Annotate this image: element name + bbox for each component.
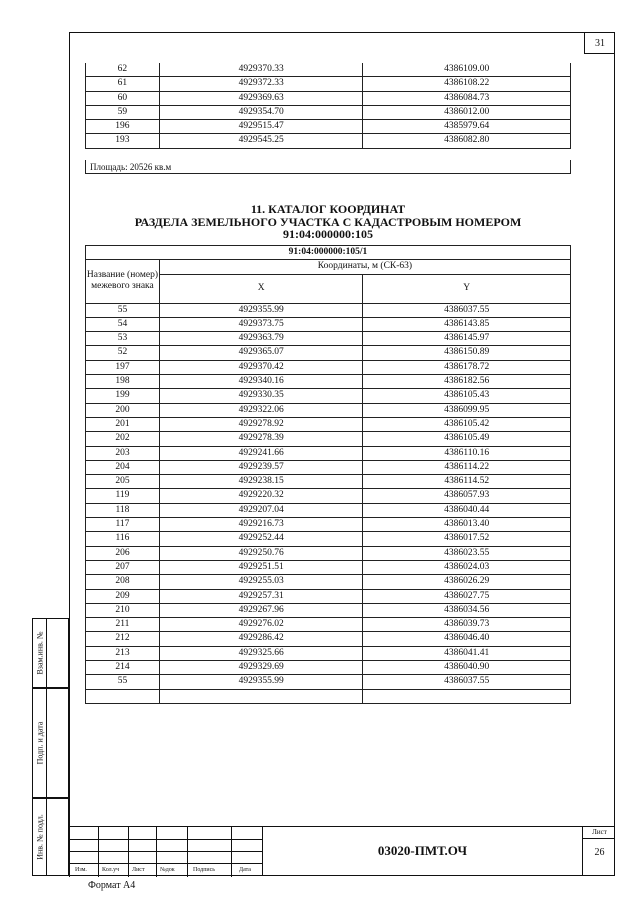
- table-row: [86, 446, 571, 460]
- side-stamp-vzam: [32, 618, 69, 688]
- table-row-empty: [86, 689, 571, 703]
- cell-x: 4929276.02: [159, 618, 363, 632]
- cell-x: 4929257.31: [159, 589, 363, 603]
- table-row: [86, 589, 571, 603]
- table-row: [86, 134, 571, 148]
- cell-y: 4386114.52: [363, 475, 571, 489]
- table-row: [86, 432, 571, 446]
- cell-x: 4929220.32: [159, 489, 363, 503]
- cell-y: 4386150.89: [363, 346, 571, 360]
- cell-y: 4386057.93: [363, 489, 571, 503]
- cell-name: 55: [86, 303, 160, 317]
- table-row: [86, 661, 571, 675]
- cell-y: 4386012.00: [363, 105, 571, 119]
- cell-x: 4929372.33: [159, 77, 363, 91]
- format-label: Формат А4: [88, 880, 136, 891]
- cell-x: 4929241.66: [159, 446, 363, 460]
- cell-name: 206: [86, 546, 160, 560]
- cell-name: 197: [86, 360, 160, 374]
- cell-y: 4386182.56: [363, 375, 571, 389]
- side-label-inv: Инв. № подл.: [35, 814, 44, 860]
- cell-name: 60: [86, 91, 160, 105]
- table-row: [86, 77, 571, 91]
- table-row: [86, 389, 571, 403]
- cell-y: 4386013.40: [363, 518, 571, 532]
- cell-name: 208: [86, 575, 160, 589]
- heading-line-3: 91:04:000000:105: [283, 227, 373, 241]
- title-col-data: Дата: [239, 867, 251, 873]
- cell-name: 61: [86, 77, 160, 91]
- table-row: [86, 546, 571, 560]
- title-col-podpis: Подпись: [193, 867, 216, 873]
- table-row: [86, 460, 571, 474]
- table-row: [86, 332, 571, 346]
- cell-name: 53: [86, 332, 160, 346]
- coordinates-table: [85, 245, 571, 704]
- cell-y: 4386105.43: [363, 389, 571, 403]
- cell-name: 211: [86, 618, 160, 632]
- side-stamp-inv: [32, 798, 69, 876]
- cell-name: 212: [86, 632, 160, 646]
- cell-name: 193: [86, 134, 160, 148]
- cell-y: 4386099.95: [363, 403, 571, 417]
- title-col-izm: Изм.: [75, 867, 87, 873]
- cell-y: 4386110.16: [363, 446, 571, 460]
- cell-x: 4929363.79: [159, 332, 363, 346]
- title-col-koluch: Кол.уч: [102, 867, 120, 873]
- cell-name: 200: [86, 403, 160, 417]
- cell-y: 4386034.56: [363, 603, 571, 617]
- coordinates-table-continued: [85, 63, 571, 149]
- table-row: [86, 518, 571, 532]
- cell-x: 4929370.33: [159, 63, 363, 77]
- cell-y: 4386084.73: [363, 91, 571, 105]
- cell-x: 4929207.04: [159, 503, 363, 517]
- cell-name: 201: [86, 417, 160, 431]
- table-row: [86, 603, 571, 617]
- cell-name: 55: [86, 675, 160, 689]
- cell-name: 210: [86, 603, 160, 617]
- cell-x: 4929278.39: [159, 432, 363, 446]
- table-caption: 91:04:000000:105/1: [86, 246, 571, 260]
- table-row: [86, 475, 571, 489]
- cell-x: 4929340.16: [159, 375, 363, 389]
- table-row: [86, 105, 571, 119]
- cell-name: 214: [86, 661, 160, 675]
- cell-x: 4929278.92: [159, 417, 363, 431]
- table-row: [86, 303, 571, 317]
- table-row: [86, 120, 571, 134]
- cell-x: 4929286.42: [159, 632, 363, 646]
- table-row: [86, 618, 571, 632]
- cell-x: 4929330.35: [159, 389, 363, 403]
- cell-name: 203: [86, 446, 160, 460]
- cell-name: 117: [86, 518, 160, 532]
- cell-name: 118: [86, 503, 160, 517]
- document-designation: 03020-ПМТ.ОЧ: [262, 827, 583, 875]
- table-row: [86, 503, 571, 517]
- cell-y: 4386026.29: [363, 575, 571, 589]
- cell-y: 4386178.72: [363, 360, 571, 374]
- table-row: [86, 91, 571, 105]
- heading-line-2: РАЗДЕЛА ЗЕМЕЛЬНОГО УЧАСТКА С КАДАСТРОВЫМ НОМЕРОМ: [134, 214, 522, 229]
- table-row: [86, 63, 571, 77]
- cell-name: 202: [86, 432, 160, 446]
- section-heading: [85, 203, 571, 241]
- cell-name: 207: [86, 560, 160, 574]
- cell-x: 4929355.99: [159, 303, 363, 317]
- cell-y: 4386114.22: [363, 460, 571, 474]
- side-label-vzam: Взам.инв. №: [35, 631, 44, 675]
- cell-x: 4929329.69: [159, 661, 363, 675]
- table-row: [86, 532, 571, 546]
- side-label-podp: Подп. и дата: [35, 721, 44, 765]
- cell-name: 59: [86, 105, 160, 119]
- cell-x: 4929239.57: [159, 460, 363, 474]
- cell-y: 4386082.80: [363, 134, 571, 148]
- side-stamp-podp: [32, 688, 69, 798]
- cell-x: 4929267.96: [159, 603, 363, 617]
- table-row: [86, 403, 571, 417]
- cell-y: 4386040.90: [363, 661, 571, 675]
- cell-y: 4386023.55: [363, 546, 571, 560]
- table-row: [86, 646, 571, 660]
- heading-line-1: 11. КАТАЛОГ КООРДИНАТ: [250, 202, 406, 216]
- cell-x: 4929322.06: [159, 403, 363, 417]
- cell-x: 4929216.73: [159, 518, 363, 532]
- cell-x: 4929250.76: [159, 546, 363, 560]
- cell-name: 204: [86, 460, 160, 474]
- table-row: [86, 560, 571, 574]
- sheet-label: Лист: [592, 828, 607, 836]
- title-col-ndok: №док: [160, 867, 175, 873]
- cell-x: 4929325.66: [159, 646, 363, 660]
- table-row: [86, 360, 571, 374]
- cell-y: 4386027.75: [363, 589, 571, 603]
- table-row: [86, 575, 571, 589]
- cell-y: 4386037.55: [363, 303, 571, 317]
- cell-x: 4929365.07: [159, 346, 363, 360]
- cell-x: 4929545.25: [159, 134, 363, 148]
- cell-y: 4386024.03: [363, 560, 571, 574]
- cell-y: 4386143.85: [363, 317, 571, 331]
- title-col-list: Лист: [132, 867, 145, 873]
- area-text: Площадь: 20526 кв.м: [85, 160, 571, 174]
- cell-x: 4929370.42: [159, 360, 363, 374]
- header-point-name: Название (номер) межевого знака: [86, 260, 160, 303]
- cell-name: 116: [86, 532, 160, 546]
- cell-name: 213: [86, 646, 160, 660]
- cell-y: 4386105.49: [363, 432, 571, 446]
- cell-x: 4929238.15: [159, 475, 363, 489]
- cell-y: 4386041.41: [363, 646, 571, 660]
- cell-y: 4386046.40: [363, 632, 571, 646]
- header-x: X: [159, 274, 363, 303]
- cell-x: 4929354.70: [159, 105, 363, 119]
- cell-y: 4386105.42: [363, 417, 571, 431]
- cell-y: 4386040.44: [363, 503, 571, 517]
- cell-name: 209: [86, 589, 160, 603]
- cell-name: 54: [86, 317, 160, 331]
- cell-x: 4929373.75: [159, 317, 363, 331]
- cell-y: 4386039.73: [363, 618, 571, 632]
- sheet-number: 26: [594, 847, 605, 858]
- cell-name: 198: [86, 375, 160, 389]
- cell-x: 4929369.63: [159, 91, 363, 105]
- table-row: [86, 375, 571, 389]
- cell-x: 4929515.47: [159, 120, 363, 134]
- cell-y: 4386108.22: [363, 77, 571, 91]
- cell-name: 205: [86, 475, 160, 489]
- cell-x: 4929251.51: [159, 560, 363, 574]
- header-coordinates: Координаты, м (СК-63): [159, 260, 570, 274]
- table-row: [86, 317, 571, 331]
- cell-name: 52: [86, 346, 160, 360]
- cell-x: 4929252.44: [159, 532, 363, 546]
- cell-y: 4386109.00: [363, 63, 571, 77]
- cell-name: 196: [86, 120, 160, 134]
- header-y: Y: [363, 274, 571, 303]
- cell-name: 199: [86, 389, 160, 403]
- cell-name: 119: [86, 489, 160, 503]
- table-row: [86, 489, 571, 503]
- cell-y: 4386037.55: [363, 675, 571, 689]
- table-row: [86, 632, 571, 646]
- cell-x: 4929355.99: [159, 675, 363, 689]
- cell-x: 4929255.03: [159, 575, 363, 589]
- cell-y: 4386017.52: [363, 532, 571, 546]
- cell-y: 4385979.64: [363, 120, 571, 134]
- side-stamp: [32, 618, 69, 876]
- page-number: 31: [584, 33, 615, 54]
- table-row: [86, 346, 571, 360]
- table-row: [86, 675, 571, 689]
- table-row: [86, 417, 571, 431]
- cell-name: 62: [86, 63, 160, 77]
- cell-y: 4386145.97: [363, 332, 571, 346]
